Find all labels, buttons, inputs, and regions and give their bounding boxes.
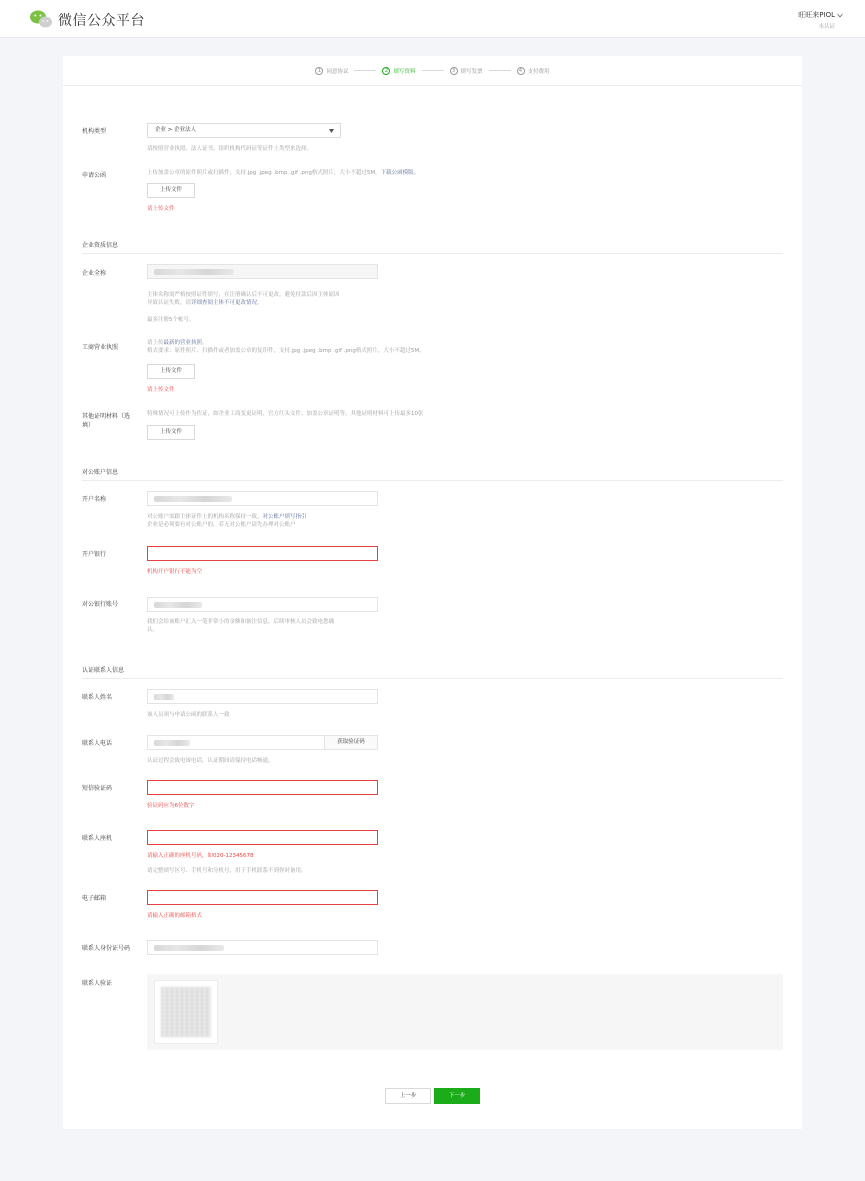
blurred-value [154, 740, 190, 746]
step-indicator [63, 56, 802, 86]
email-input[interactable] [147, 890, 378, 905]
account-name[interactable]: 旺旺来PIOL [798, 11, 835, 19]
other-materials-label [82, 412, 130, 430]
landline-tip: 请完整填写区号、手机号和分机号，用于手机联系不到你时备用。 [147, 868, 307, 874]
verify-panel [147, 974, 783, 1050]
application-letter-tip [147, 169, 419, 177]
account-status: 未认证 [818, 24, 835, 30]
email-label: 电子邮箱 [82, 895, 107, 902]
account-guide-link[interactable]: 对公账户填写指引 [262, 514, 307, 520]
landline-label: 联系人座机 [82, 835, 113, 842]
contact-name-tip: 该人员须与申请公函的联系人一致 [147, 712, 230, 718]
tip-line: 我们会给该账户汇入一笔非常小的金额和备注信息，后续审核人员会致电您确 [147, 619, 335, 625]
company-name-label: 企业全称 [82, 270, 107, 277]
step-divider [422, 70, 444, 71]
upload-license-button[interactable]: 上传文件 [147, 364, 195, 379]
org-type-label: 机构类型 [82, 128, 107, 135]
org-type-value: 企业 > 企业法人 [155, 127, 197, 133]
account-section-title: 对公账户信息 [82, 467, 783, 481]
step-divider [354, 70, 376, 71]
main-card [63, 56, 802, 1129]
blurred-value [154, 945, 224, 951]
enterprise-section-title: 企业资质信息 [82, 240, 783, 254]
download-template-link[interactable]: 下载公函模版。 [380, 170, 420, 176]
chevron-down-icon[interactable] [837, 13, 843, 18]
business-license-label: 工商营业执照 [82, 344, 119, 351]
label-line: 填） [82, 422, 95, 429]
org-type-select[interactable] [147, 123, 341, 138]
other-materials-tip: 特殊情况可上传作为佐证，如企业工商变更证明、官方红头文件、加盖公章证明等。其他证明材料可上传最多10张 [147, 411, 424, 417]
step-label: 填写资料 [393, 68, 416, 75]
step-number: 1 [315, 67, 323, 75]
qr-code-image [161, 987, 211, 1037]
tip-text: 对公账户需跟主体证件上的机构名称保持一致。 [147, 514, 263, 520]
latest-license-link[interactable]: 最新的营业执照 [163, 340, 203, 346]
blurred-value [154, 269, 234, 275]
application-letter-label: 申请公函 [82, 172, 107, 179]
contact-name-input[interactable] [147, 689, 378, 704]
contact-phone-input[interactable] [147, 735, 325, 750]
account-holder-input[interactable] [147, 491, 378, 506]
step-label: 支付费用 [527, 68, 550, 75]
contact-phone-tip: 认证过程会致电该电话，认证期间请保持电话畅通。 [147, 758, 274, 764]
next-step-button[interactable]: 下一步 [434, 1088, 480, 1104]
application-letter-error: 请上传文件 [147, 206, 175, 212]
upload-letter-button[interactable]: 上传文件 [147, 183, 195, 198]
step-number: 2 [382, 67, 390, 75]
step-label: 同意协议 [326, 68, 349, 75]
tip-text: 上传加盖公章的原件照片或扫描件，支持.jpg .jpeg .bmp .gif .png格式照片，大小不超过5M。 [147, 170, 381, 176]
step-label: 填写发票 [460, 68, 483, 75]
tip-line [147, 513, 307, 521]
step-number: 4 [517, 67, 525, 75]
qr-code[interactable] [154, 980, 218, 1044]
business-license-error: 请上传文件 [147, 387, 175, 393]
step-number: 3 [450, 67, 458, 75]
email-error: 请输入正确的邮箱格式 [147, 913, 203, 919]
contact-name-label: 联系人姓名 [82, 694, 113, 701]
blurred-value [154, 496, 232, 502]
account-menu[interactable] [798, 10, 835, 30]
tip-text: 。 [202, 340, 208, 346]
top-bar [0, 0, 865, 38]
label-line: 其他证明材料（选 [82, 413, 131, 420]
bank-error: 机构开户银行不能为空 [147, 569, 203, 575]
company-name-tip [147, 291, 340, 307]
account-holder-label: 开户名称 [82, 496, 107, 503]
prev-step-button[interactable]: 上一步 [385, 1088, 431, 1104]
bank-label: 开户银行 [82, 551, 107, 558]
caret-down-icon [329, 129, 334, 133]
tip-line: 企业是必须要有对公账户的，若无对公账户请先办理对公账户 [147, 522, 296, 528]
tip-text: 请上传 [147, 340, 164, 346]
blurred-value [154, 694, 174, 700]
contact-phone-label: 联系人电话 [82, 740, 113, 747]
bank-account-label: 对公银行账号 [82, 601, 119, 608]
blurred-value [154, 602, 202, 608]
name-change-rules-link[interactable]: 详细查阅主体不可更改情况 [191, 300, 258, 306]
sms-code-input[interactable] [147, 780, 378, 795]
contact-verify-label: 联系人验证 [82, 980, 113, 987]
sms-code-label: 短信验证码 [82, 785, 113, 792]
company-name-field [147, 264, 378, 279]
tip-text: 导致认证失败，请 [147, 300, 192, 306]
id-number-input[interactable] [147, 940, 378, 955]
id-number-label: 联系人身份证号码 [82, 945, 131, 952]
bank-account-tip [147, 618, 334, 634]
wechat-logo-icon[interactable] [29, 9, 53, 29]
tip-text: 。 [257, 300, 263, 306]
step-2 [382, 67, 415, 75]
business-license-tip [147, 339, 425, 355]
account-holder-tip [147, 513, 307, 529]
step-1 [315, 67, 348, 75]
landline-error: 请输入正确的座机号码，如020-12345678 [147, 853, 254, 859]
org-type-tip: 请按照营业执照、法人证书、组织机构代码证等证件上类型来选择。 [147, 146, 313, 152]
bank-account-input[interactable] [147, 597, 378, 612]
upload-other-button[interactable]: 上传文件 [147, 425, 195, 440]
step-4 [517, 67, 550, 75]
landline-input[interactable] [147, 830, 378, 845]
tip-line [147, 339, 425, 347]
account-limit-tip: 最多注册5个帐号。 [147, 317, 195, 323]
tip-line: 格式要求：原件照片、扫描件或者加盖公章的复印件，支持.jpg .jpeg .bmp .gif .png格式照片，大小不超过5M。 [147, 348, 425, 354]
contact-section-title: 认证联系人信息 [82, 665, 783, 679]
step-divider [489, 70, 511, 71]
step-3 [450, 67, 483, 75]
bank-input[interactable] [147, 546, 378, 561]
tip-line: 认。 [147, 627, 159, 633]
get-code-button[interactable]: 获取验证码 [325, 735, 378, 750]
sms-code-error: 验证码应为6位数字 [147, 803, 195, 809]
tip-line [147, 299, 340, 307]
tip-line: 主体名称需严格按照证件填写，在注册确认后不可更改。避免付款后因主体原因 [147, 292, 340, 298]
platform-title[interactable]: 微信公众平台 [58, 13, 145, 29]
